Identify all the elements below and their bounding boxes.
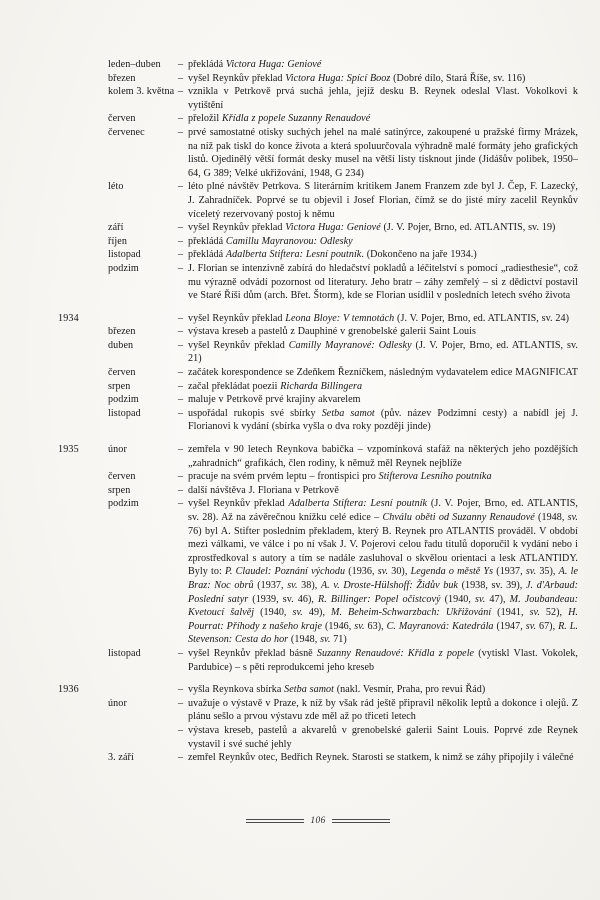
chronology-row bbox=[58, 393, 578, 407]
period-label-cell: únor bbox=[108, 444, 127, 456]
entry-dash: – bbox=[178, 697, 184, 709]
chronology-row bbox=[58, 72, 578, 86]
entry-dash: – bbox=[178, 684, 184, 696]
chronology-row bbox=[58, 235, 578, 249]
page-footer bbox=[58, 816, 578, 826]
entry-text: prvé samostatné otisky suchých jehel na malé satinýrce, zakoupené u pražské firmy Mrázek, na níž pak tiskl do konce života a která spoluurčovala výhradně malé formáty jeho grafických listů. Ojedinělý větší formát desky musel na větší listy tisknout jinde (Jidášův polibek, 1950–64, G 389; Velké ukřižování, 1948, G 234) bbox=[188, 126, 578, 179]
year-cell bbox=[58, 126, 108, 180]
entry-text: vyšla Reynkova sbírka Setba samot (nakl. Vesmír, Praha, pro revui Řád) bbox=[188, 684, 486, 696]
entry-dash: – bbox=[178, 262, 184, 274]
chronology-row bbox=[58, 112, 578, 126]
year-cell bbox=[58, 647, 108, 674]
footer-rule-right bbox=[332, 819, 390, 823]
entry-dash: – bbox=[178, 444, 184, 456]
chronology-row bbox=[58, 683, 578, 697]
year-cell bbox=[58, 470, 108, 484]
year-cell bbox=[58, 366, 108, 380]
year-cell bbox=[58, 248, 108, 262]
chronology-row bbox=[58, 180, 578, 221]
entry-dash: – bbox=[178, 249, 184, 261]
year-cell bbox=[58, 339, 108, 366]
entry-text: překládá Victora Huga: Geniové bbox=[188, 59, 322, 70]
chronology-row bbox=[58, 366, 578, 380]
entry-text: začal překládat poezii Richarda Billingera bbox=[188, 380, 363, 392]
chronology-row bbox=[58, 380, 578, 394]
entry-dash: – bbox=[178, 752, 184, 764]
entry-dash: – bbox=[178, 72, 184, 84]
chronology-row bbox=[58, 325, 578, 339]
period-label-cell: kolem 3. května bbox=[108, 86, 175, 98]
year-cell bbox=[58, 180, 108, 221]
entry-dash: – bbox=[178, 407, 184, 419]
period-label-cell: únor bbox=[108, 697, 127, 709]
period-label-cell: červen bbox=[108, 471, 136, 483]
period-label-cell: podzim bbox=[108, 394, 139, 406]
entry-dash: – bbox=[178, 498, 184, 510]
entry-dash: – bbox=[178, 222, 184, 234]
period-label-cell: leden–duben bbox=[108, 59, 161, 70]
entry-text: vyšel Reynkův překlad básně Suzanny Renaudové: Křídla z popele (vytiskl Vlast. Vokolek, Pardubice) – s pěti reprodukcemi jeho kreseb bbox=[188, 647, 578, 673]
entry-dash: – bbox=[178, 484, 184, 496]
period-label-cell: listopad bbox=[108, 407, 141, 419]
entry-text: vyšel Reynkův překlad Victora Huga: Spící Booz (Dobré dílo, Stará Říše, sv. 116) bbox=[188, 72, 526, 84]
period-label-cell: listopad bbox=[108, 647, 141, 659]
entry-dash: – bbox=[178, 471, 184, 483]
entry-text: začátek korespondence se Zdeňkem Řezníčkem, následným vydavatelem edice MAGNIFICAT bbox=[188, 367, 578, 379]
entry-text: pracuje na svém prvém leptu – frontispici pro Stifterova Lesního poutníka bbox=[188, 471, 492, 483]
year-cell bbox=[58, 407, 108, 434]
chronology-row bbox=[58, 221, 578, 235]
footer-rule-left bbox=[246, 819, 304, 823]
entry-text: přeložil Křídla z popele Suzanny Renaudové bbox=[188, 113, 371, 125]
entry-text: výstava kreseb a pastelů z Dauphiné v grenobelské galerii Saint Louis bbox=[188, 326, 476, 338]
entry-text: uspořádal rukopis své sbírky Setba samot (pův. název Podzimní cesty) a nabídl jej J. Florianovi k vydání (sbírka vyšla o dva roky později jinde) bbox=[188, 407, 578, 433]
period-label-cell: duben bbox=[108, 339, 134, 351]
chronology-row bbox=[58, 262, 578, 303]
chronology-row bbox=[58, 484, 578, 498]
year-cell bbox=[58, 72, 108, 86]
row-spacer bbox=[58, 674, 578, 683]
chronology-row bbox=[58, 312, 578, 326]
entry-text: překládá Adalberta Stiftera: Lesní poutník. (Dokončeno na jaře 1934.) bbox=[188, 249, 477, 261]
entry-text: uvažuje o výstavě v Praze, k níž by však rád ještě připravil několik leptů a dokonce i olejů. Z plánu sešlo a prvou výstavu zde měl až po třiceti letech bbox=[188, 697, 578, 723]
entry-text: maluje v Petrkově prvé krajiny akvarelem bbox=[188, 394, 361, 406]
year-cell bbox=[58, 262, 108, 303]
entry-dash: – bbox=[178, 326, 184, 338]
period-label-cell: červen bbox=[108, 113, 136, 125]
year-cell: 1936 bbox=[58, 684, 79, 696]
chronology-row bbox=[58, 85, 578, 112]
entry-dash: – bbox=[178, 380, 184, 392]
chronology-row bbox=[58, 697, 578, 724]
period-label-cell: březen bbox=[108, 72, 136, 84]
period-label-cell: podzim bbox=[108, 498, 139, 510]
year-cell bbox=[58, 221, 108, 235]
year-cell bbox=[58, 393, 108, 407]
year-cell bbox=[58, 325, 108, 339]
chronology-row bbox=[58, 339, 578, 366]
row-spacer bbox=[58, 303, 578, 312]
period-label-cell: listopad bbox=[108, 249, 141, 261]
entry-dash: – bbox=[178, 724, 184, 736]
chronology-row bbox=[58, 647, 578, 674]
entry-text: další návštěva J. Floriana v Petrkově bbox=[188, 484, 339, 496]
period-label-cell: září bbox=[108, 222, 124, 234]
entry-text: J. Florian se intenzivně zabírá do hledačství pokladů a léčitelství s pomocí „radiesthesie“, což mu výrazně odvádí pozornost od literatury. Jeho bratr – záhy zemřelý – si z dědictví postavil ve Staré Říši dům (arch. Břet. Štorm), kde se Florian usídlil v posledních letech svého života bbox=[188, 262, 578, 302]
period-label-cell bbox=[108, 724, 178, 751]
entry-text: zemřela v 90 letech Reynkova babička – vzpomínková stafáž na některých jeho pozdějších „zahradních“ grafikách, člen rodiny, k němuž měl Reynek nejblíže bbox=[188, 444, 578, 469]
period-label-cell bbox=[108, 312, 178, 326]
year-cell bbox=[58, 58, 108, 72]
entry-dash: – bbox=[178, 59, 184, 70]
year-cell bbox=[58, 724, 108, 751]
chronology-row bbox=[58, 126, 578, 180]
period-label-cell: srpen bbox=[108, 380, 131, 392]
period-label-cell: březen bbox=[108, 326, 136, 338]
period-label-cell bbox=[108, 683, 178, 697]
period-label-cell: říjen bbox=[108, 235, 127, 247]
chronology-table bbox=[58, 58, 578, 765]
chronology-row bbox=[58, 497, 578, 647]
chronology-row bbox=[58, 470, 578, 484]
entry-dash: – bbox=[178, 647, 184, 659]
entry-text: vznikla v Petrkově prvá suchá jehla, jejíž desku B. Reynek odeslal Vlast. Vokolkovi k vytištění bbox=[188, 86, 578, 111]
period-label-cell: 3. září bbox=[108, 752, 134, 764]
entry-dash: – bbox=[178, 113, 184, 125]
chronology-row bbox=[58, 724, 578, 751]
year-cell bbox=[58, 85, 108, 112]
chronology-row bbox=[58, 248, 578, 262]
entry-dash: – bbox=[178, 126, 184, 138]
entry-dash: – bbox=[178, 181, 184, 193]
period-label-cell: srpen bbox=[108, 484, 131, 496]
entry-dash: – bbox=[178, 367, 184, 379]
chronology-row bbox=[58, 443, 578, 470]
entry-dash: – bbox=[178, 235, 184, 247]
row-spacer bbox=[58, 434, 578, 443]
year-cell bbox=[58, 112, 108, 126]
chronology-row bbox=[58, 58, 578, 72]
entry-text: vyšel Reynkův překlad Adalberta Stiftera: Lesní poutník (J. V. Pojer, Brno, ed. ATLANTIS, sv. 28). Až na závěrečnou knížku celé edice – Chválu oběti od Suzanny Renaudové (1948, sv. 76) byl A. Stifter posledním překladem, který B. Reynek pro ATLANTIS prováděl. V období mezi válkami, ve válce i po ní však J. V. Pojerovi celou řadu titulů doporučil k vydání nebo i zprostředkoval s autory a tím se nadále zasluhoval o skvělou orientaci a lesk ATLANTIDY. Byly to: P. Claudel: Poznání východu (1936, sv. 30), Legenda o městě Ys (1937, sv. 35), A. le Braz: Noc obrů (1937, sv. 38), A. v. Droste-Hülshoff: Židův buk (1938, sv. 39), J. d'Arbaud: Poslední satyr (1939, sv. 46), R. Billinger: Popel očistcový (1940, sv. 47), M. Joubandeau: Kvetoucí šalvěj (1940, sv. 49), M. Beheim-Schwarzbach: Ukřižování (1941, sv. 52), H. Pourrat: Příhody z našeho kraje (1946, sv. 63), C. Mayranová: Katedrála (1947, sv. 67), R. L. Stevenson: Cesta do hor (1948, sv. 71) bbox=[188, 498, 579, 646]
period-label-cell: červen bbox=[108, 367, 136, 379]
page-content bbox=[58, 58, 578, 848]
period-label-cell: léto bbox=[108, 181, 124, 193]
year-cell: 1935 bbox=[58, 444, 79, 456]
year-cell bbox=[58, 697, 108, 724]
year-cell bbox=[58, 484, 108, 498]
period-label-cell: červenec bbox=[108, 126, 145, 138]
year-cell bbox=[58, 751, 108, 765]
entry-text: léto plné návštěv Petrkova. S literárním kritikem Janem Franzem zde byl J. Čep, F. Lazecký, J. Zahradníček. Poprvé se tu objevil i Josef Florian, čímž se do jisté míry zacelil Reynkův víceletý rezervovaný postoj k němu bbox=[188, 181, 578, 220]
period-label-cell: podzim bbox=[108, 262, 139, 274]
entry-text: vyšel Reynkův překlad Victora Huga: Geniové (J. V. Pojer, Brno, ed. ATLANTIS, sv. 19) bbox=[188, 222, 556, 234]
year-cell: 1934 bbox=[58, 312, 79, 324]
year-cell bbox=[58, 497, 108, 647]
entry-text: výstava kreseb, pastelů a akvarelů v grenobelské galerii Saint Louis. Poprvé zde Reynek vystavil i své suché jehly bbox=[188, 724, 578, 750]
entry-dash: – bbox=[178, 394, 184, 406]
year-cell bbox=[58, 380, 108, 394]
entry-text: zemřel Reynkův otec, Bedřich Reynek. Starosti se statkem, k nimž se záhy připojily i válečné bbox=[188, 752, 574, 764]
entry-text: vyšel Reynkův překlad Camilly Mayranové: Odlesky (J. V. Pojer, Brno, ed. ATLANTIS, sv. 21) bbox=[188, 339, 578, 365]
year-cell bbox=[58, 235, 108, 249]
entry-dash: – bbox=[178, 312, 184, 324]
page-number: 106 bbox=[310, 816, 326, 826]
chronology-row bbox=[58, 751, 578, 765]
entry-dash: – bbox=[178, 86, 184, 98]
chronology-row bbox=[58, 407, 578, 434]
entry-text: překládá Camillu Mayranovou: Odlesky bbox=[188, 235, 353, 247]
entry-dash: – bbox=[178, 339, 184, 351]
entry-text: vyšel Reynkův překlad Leona Bloye: V temnotách (J. V. Pojer, Brno, ed. ATLANTIS, sv. 24) bbox=[188, 312, 569, 324]
